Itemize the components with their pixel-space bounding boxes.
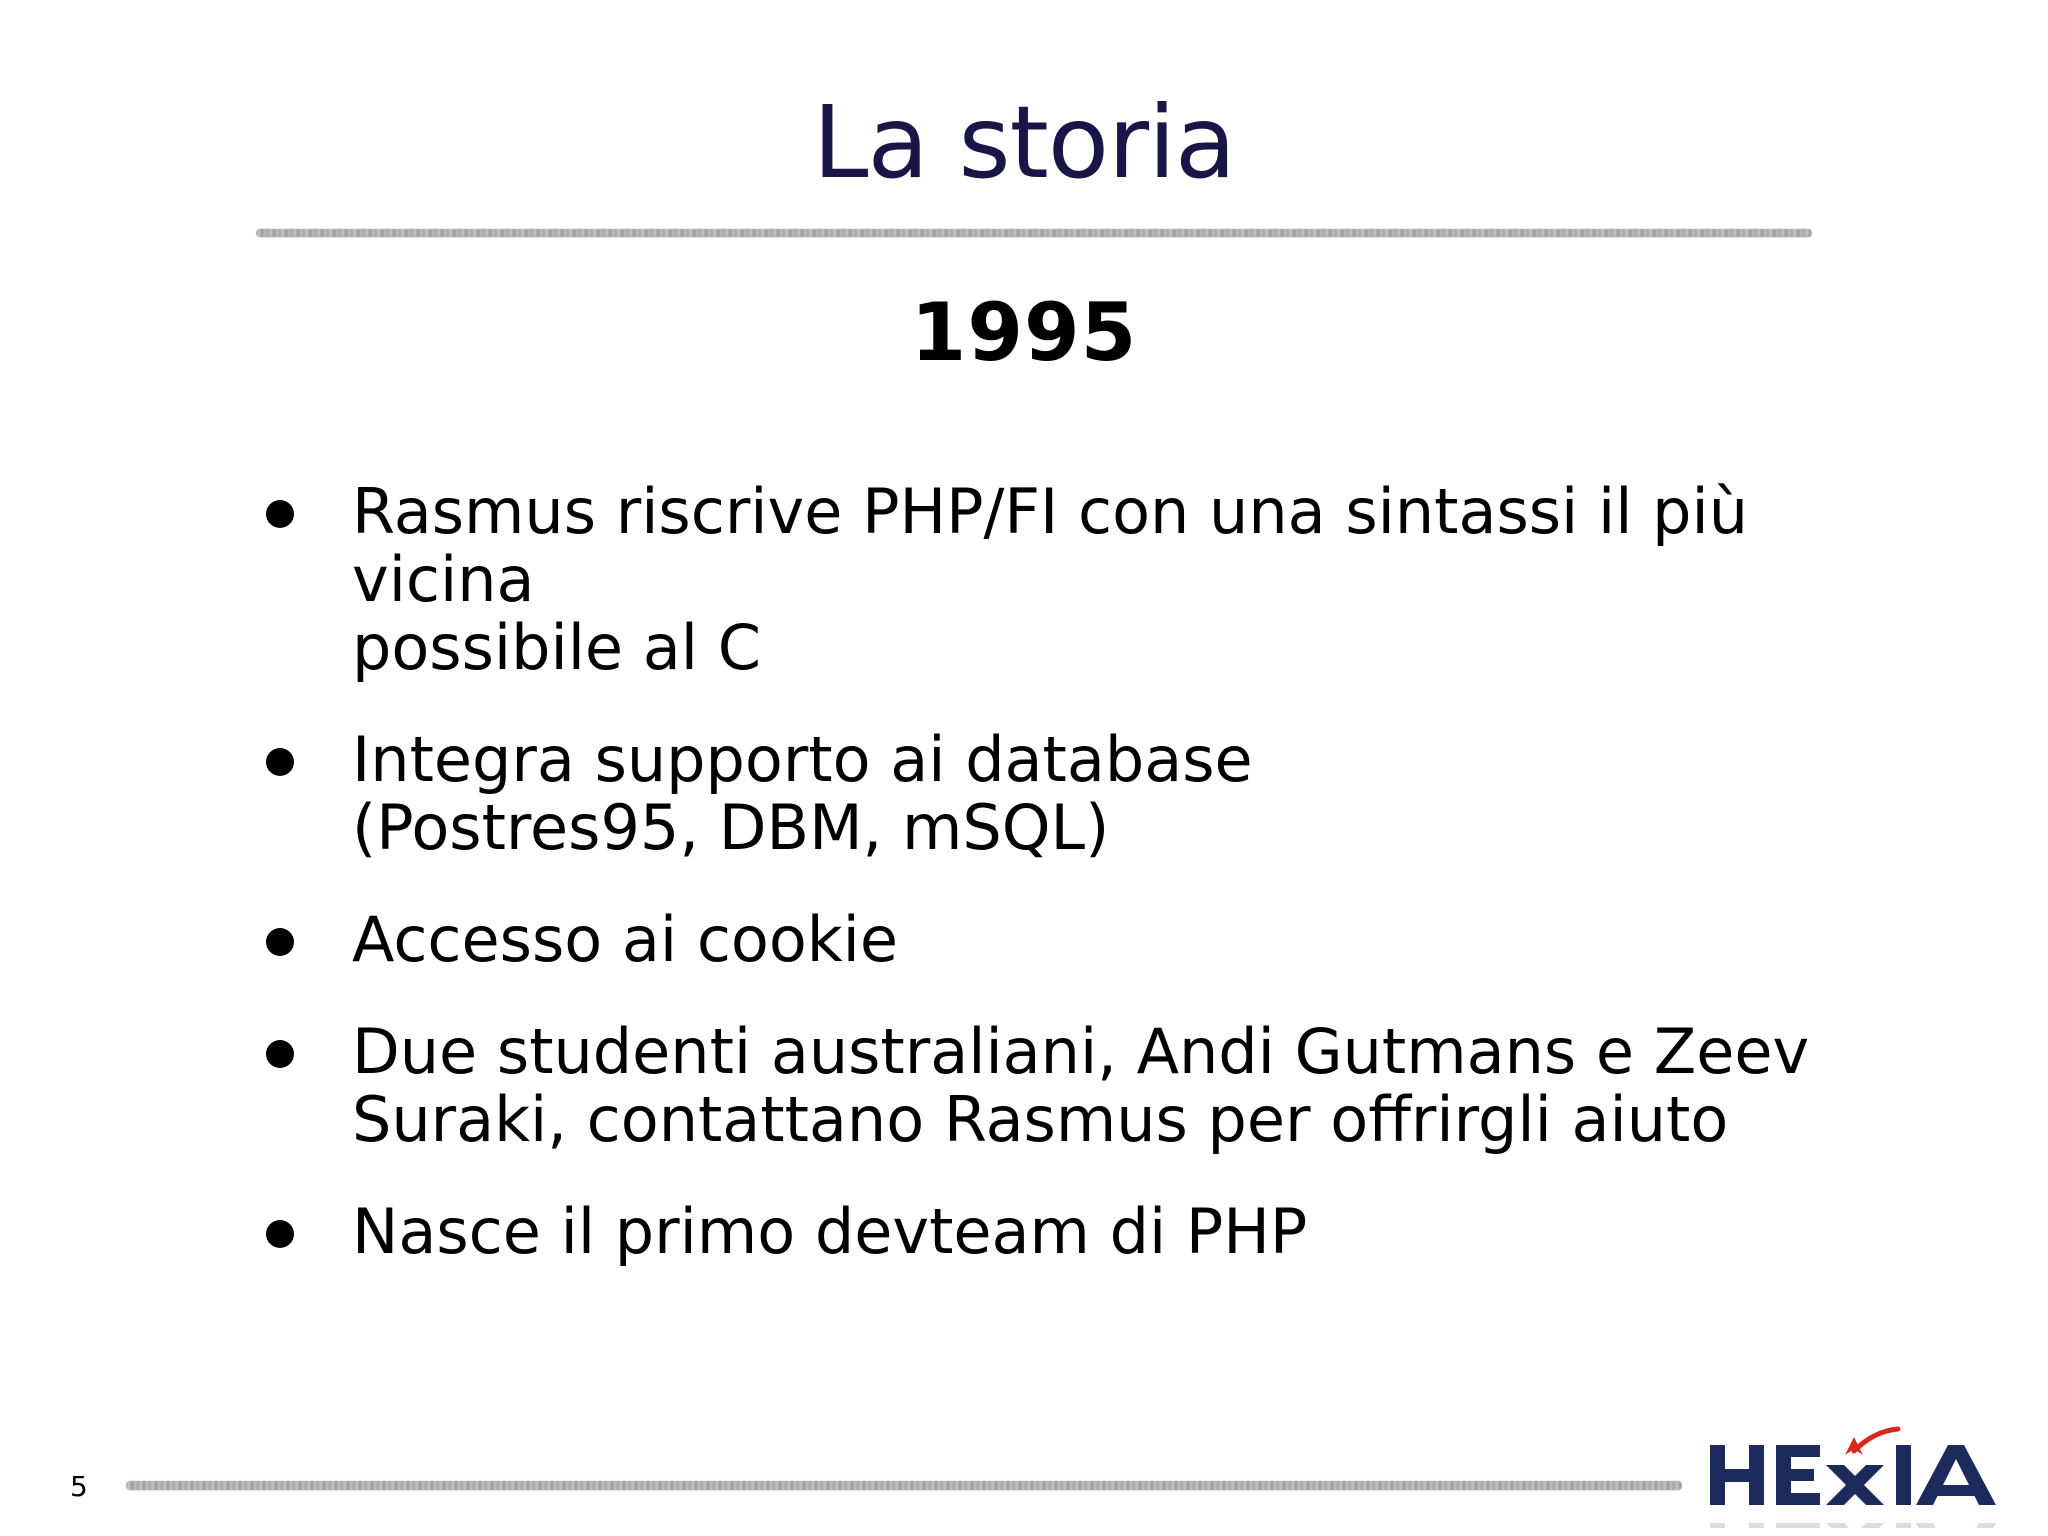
- logo-letter-x: [1826, 1465, 1884, 1505]
- logo-reflection: [1706, 1508, 2024, 1528]
- hexia-logo: [1706, 1425, 2024, 1520]
- bullet-line: Suraki, contattano Rasmus per offrirgli aiuto: [352, 1083, 1729, 1156]
- logo-letter-h: [1710, 1445, 1764, 1505]
- bullet-item: [262, 1195, 1882, 1268]
- bullet-line: Rasmus riscrive PHP/FI con una sintassi il più vicina: [352, 475, 1749, 616]
- bullet-line: Integra supporto ai database: [352, 723, 1253, 796]
- logo-letter-a: [1916, 1445, 1996, 1505]
- footer-divider: [126, 1481, 1682, 1490]
- bullet-item: [262, 475, 1882, 684]
- bullet-dot-icon: [266, 1040, 294, 1068]
- bullet-item: [262, 903, 1882, 976]
- bullet-dot-icon: [266, 500, 294, 528]
- bullet-item: [262, 1015, 1882, 1156]
- logo-letter-i: [1896, 1445, 1911, 1505]
- logo-x-accent-icon: [1845, 1429, 1898, 1455]
- bullet-list: [262, 475, 1882, 1310]
- bullet-line: (Postres95, DBM, mSQL): [352, 791, 1110, 864]
- page-number: 5: [70, 1470, 88, 1503]
- section-year: 1995: [910, 286, 1138, 379]
- bullet-dot-icon: [266, 748, 294, 776]
- bullet-line: Due studenti australiani, Andi Gutmans e Zeev: [352, 1015, 1810, 1088]
- bullet-dot-icon: [266, 1220, 294, 1248]
- bullet-line: Accesso ai cookie: [352, 903, 899, 976]
- bullet-item: [262, 723, 1882, 864]
- slide-title: La storia: [812, 84, 1236, 201]
- bullet-line: possibile al C: [352, 611, 761, 684]
- logo-letter-e: [1776, 1445, 1820, 1505]
- bullet-line: Nasce il primo devteam di PHP: [352, 1195, 1308, 1268]
- bullet-dot-icon: [266, 928, 294, 956]
- title-divider: [256, 229, 1812, 237]
